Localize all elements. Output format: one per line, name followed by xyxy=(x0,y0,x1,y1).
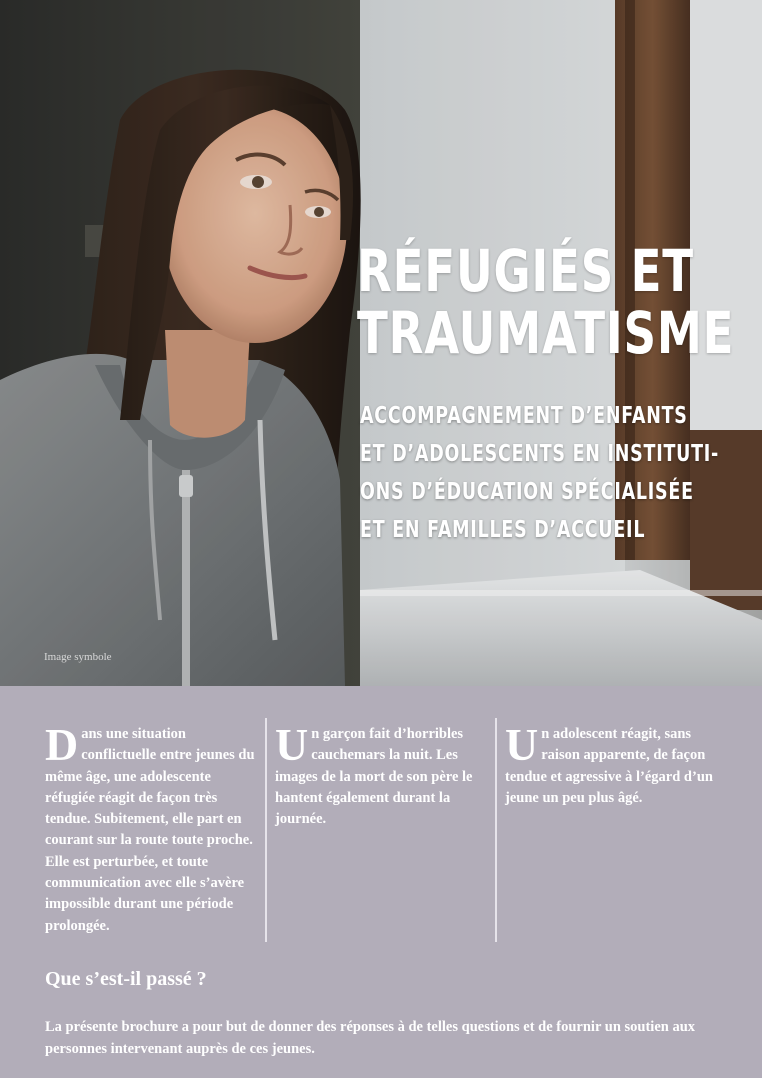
cover-subtitle-line: ET EN FAMILLES D’ACCUEIL xyxy=(360,517,646,543)
cover-subtitle-line: ET D’ADOLESCENTS EN INSTITUTI- xyxy=(360,441,720,467)
column-divider xyxy=(495,718,497,942)
cover-subtitle xyxy=(360,397,719,549)
case-text: ans une situation conflictuelle entre jeunes du même âge, une adolescente réfugiée réagit de façon très tendue. Subitement, elle part en courant sur la route toute proche. Elle est perturbée, et toute communication avec elle s’avère impossible durant une période prolongée. xyxy=(45,726,255,934)
photo-caption: Image symbole xyxy=(44,651,112,663)
cover-title xyxy=(357,237,735,367)
section-heading: Que s’est-il passé ? xyxy=(45,968,207,990)
intro-panel xyxy=(0,686,762,1078)
drop-cap: U xyxy=(275,719,309,770)
drop-cap: U xyxy=(505,719,539,770)
column-divider xyxy=(265,718,267,942)
cover-subtitle-line: ONS D’ÉDUCATION SPÉCIALISÉE xyxy=(360,479,694,505)
cover-title-line2: TRAUMATISME xyxy=(357,299,735,367)
intro-paragraph: La présente brochure a pour but de donner des réponses à de telles questions et de fournir un soutien aux personnes intervenant auprès de ces jeunes. xyxy=(45,1019,696,1057)
case-column-3 xyxy=(505,719,715,809)
case-column-1 xyxy=(45,719,255,937)
cover-subtitle-line: ACCOMPAGNEMENT D’ENFANTS xyxy=(360,403,688,429)
cover-title-line1: RÉFUGIÉS ET xyxy=(357,237,694,305)
case-column-2 xyxy=(275,719,485,830)
case-text: n garçon fait d’horribles cauchemars la nuit. Les images de la mort de son père le hantent également durant la journée. xyxy=(275,726,473,828)
case-text: n adolescent réagit, sans raison apparente, de façon tendue et agressive à l’égard d’un jeune un peu plus âgé. xyxy=(505,726,713,806)
drop-cap: D xyxy=(45,719,79,770)
